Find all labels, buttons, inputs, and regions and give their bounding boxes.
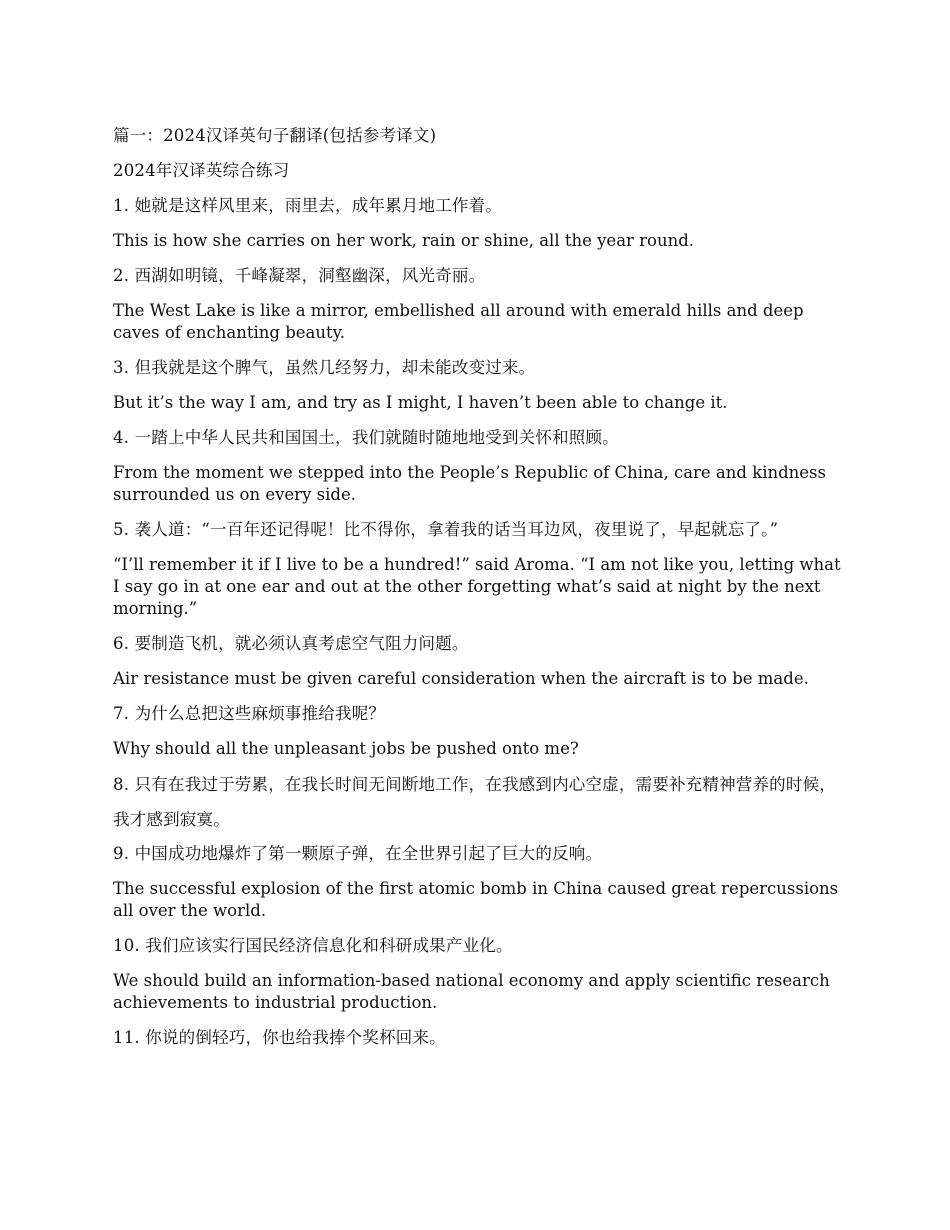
sentence-3-english: But it’s the way I am, and try as I might, I haven’t been able to change it. bbox=[113, 393, 728, 412]
sentence-1-english: This is how she carries on her work, rain or shine, all the year round. bbox=[113, 231, 695, 250]
sentence-5-english: “I’ll remember it if I live to be a hundred!” said Aroma. “I am not like you, letting what I say go in at one ear and out at the other forgetting what’s said at night by the next morning.” bbox=[113, 555, 841, 618]
sentence-10-english: We should build an information-based national economy and apply scientific research achievements to industrial production. bbox=[113, 971, 830, 1012]
sentence-9-english: The successful explosion of the first atomic bomb in China caused great repercussions all over the world. bbox=[113, 879, 839, 920]
document-subtitle: 2024年汉译英综合练习 bbox=[113, 161, 290, 180]
sentence-5-chinese: 5. 袭人道：“一百年还记得呢！比不得你，拿着我的话当耳边风，夜里说了，早起就忘了。” bbox=[113, 520, 779, 539]
sentence-4-chinese: 4. 一踏上中华人民共和国国土，我们就随时随地地受到关怀和照顾。 bbox=[113, 428, 619, 447]
sentence-2-english: The West Lake is like a mirror, embellished all around with emerald hills and deep caves of enchanting beauty. bbox=[113, 301, 804, 342]
sentence-1-chinese: 1. 她就是这样风里来，雨里去，成年累月地工作着。 bbox=[113, 196, 502, 215]
sentence-4-english: From the moment we stepped into the People’s Republic of China, care and kindness surrounded us on every side. bbox=[113, 463, 826, 504]
sentence-10-chinese: 10. 我们应该实行国民经济信息化和科研成果产业化。 bbox=[113, 936, 513, 955]
sentence-9-chinese: 9. 中国成功地爆炸了第一颗原子弹，在全世界引起了巨大的反响。 bbox=[113, 844, 603, 863]
sentence-7-english: Why should all the unpleasant jobs be pushed onto me? bbox=[113, 739, 579, 758]
document-page bbox=[113, 125, 843, 1062]
sentence-6-chinese: 6. 要制造飞机，就必须认真考虑空气阻力问题。 bbox=[113, 634, 469, 653]
sentence-11-chinese: 11. 你说的倒轻巧，你也给我捧个奖杯回来。 bbox=[113, 1028, 446, 1047]
sentence-6-english: Air resistance must be given careful consideration when the aircraft is to be made. bbox=[113, 669, 809, 688]
sentence-2-chinese: 2. 西湖如明镜，千峰凝翠，洞壑幽深，风光奇丽。 bbox=[113, 266, 486, 285]
sentence-7-chinese: 7. 为什么总把这些麻烦事推给我呢？ bbox=[113, 704, 386, 723]
document-title: 篇一：2024汉译英句子翻译(包括参考译文) bbox=[113, 126, 437, 145]
sentence-3-chinese: 3. 但我就是这个脾气，虽然几经努力，却未能改变过来。 bbox=[113, 358, 536, 377]
sentence-8-chinese: 8. 只有在我过于劳累，在我长时间无间断地工作，在我感到内心空虚，需要补充精神营养的时候，我才感到寂寞。 bbox=[113, 775, 836, 829]
